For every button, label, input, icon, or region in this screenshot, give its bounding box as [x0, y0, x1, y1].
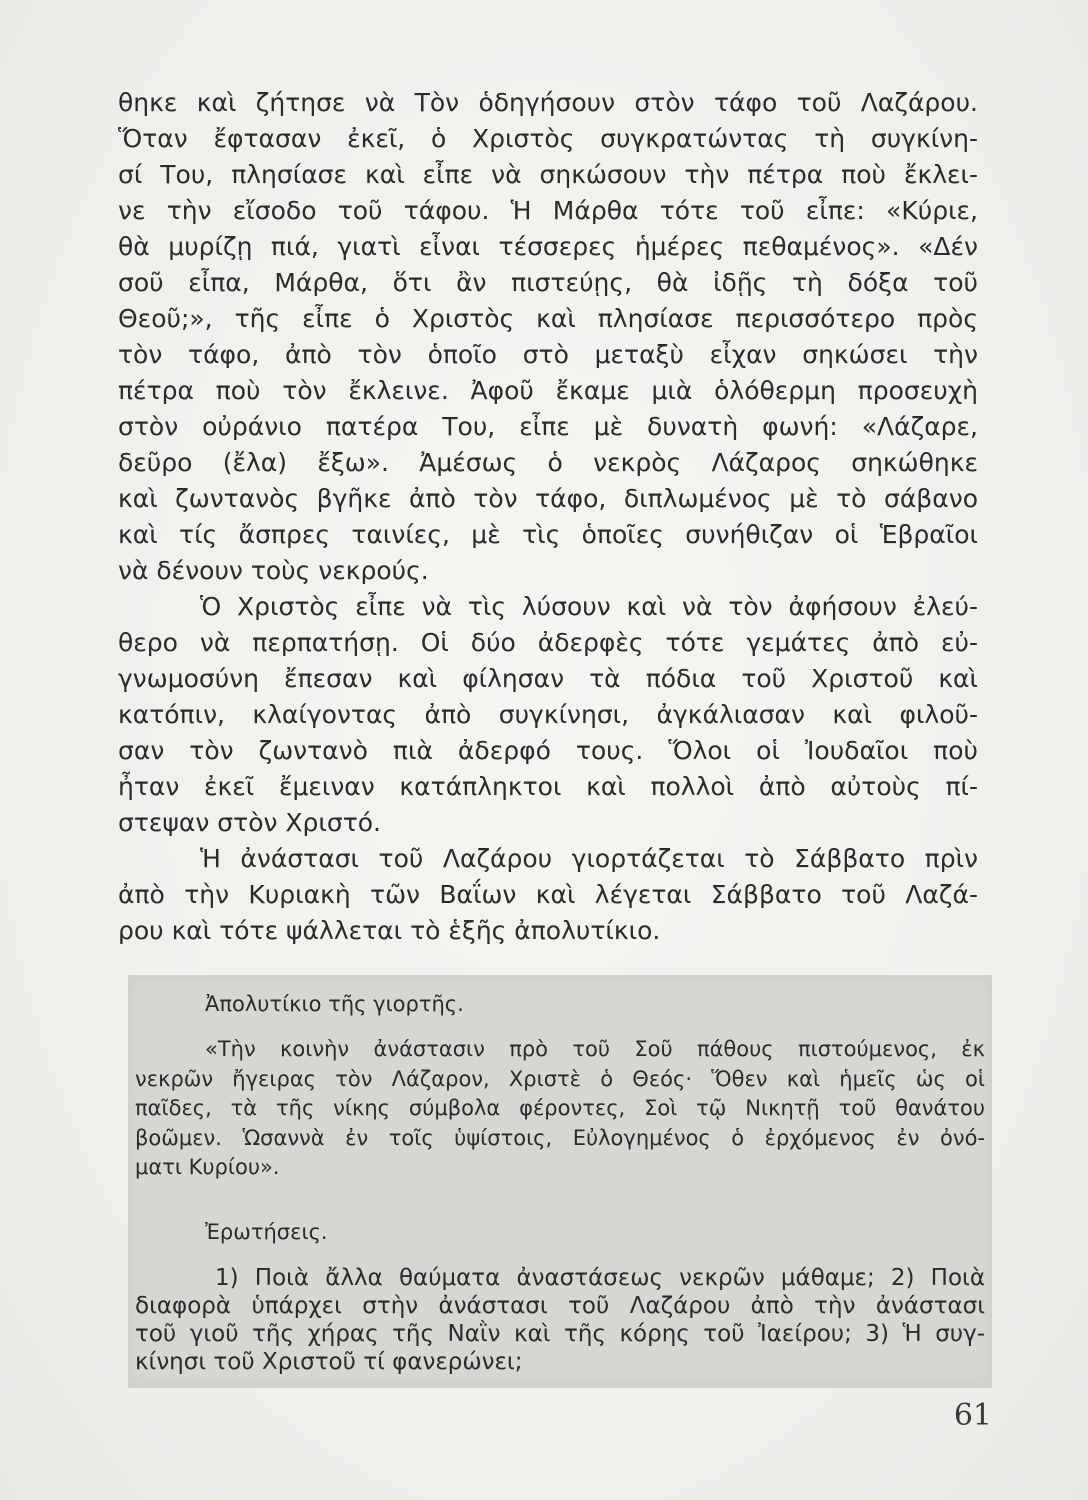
text-line: Ὁ Χριστὸς εἶπε νὰ τὶς λύσουν καὶ νὰ τὸν ἀφήσουν ἐλεύ- [200, 592, 978, 621]
question-line: διαφορὰ ὑπάρχει στὴν ἀνάστασι τοῦ Λαζάρου ἀπὸ τὴν ἀνάστασι [135, 1293, 985, 1319]
questions-text [135, 1264, 985, 1376]
hymn-line: νεκρῶν ἤγειρας τὸν Λάζαρον, Χριστὲ ὁ Θεός· Ὅθεν καὶ ἡμεῖς ὡς οἱ [135, 1066, 985, 1091]
text-line: στεψαν στὸν Χριστό. [118, 808, 381, 837]
main-text [118, 85, 978, 949]
text-line: Ὅταν ἔφτασαν ἐκεῖ, ὁ Χριστὸς συγκρατώντας τὴ συγκίνη- [118, 124, 978, 153]
page-number: 61 [953, 1398, 992, 1433]
hymn-text [135, 1035, 985, 1183]
text-line: ἦταν ἐκεῖ ἔμειναν κατάπληκτοι καὶ πολλοὶ ἀπὸ αὐτοὺς πί- [118, 772, 978, 801]
text-line: καὶ τίς ἄσπρες ταινίες, μὲ τὶς ὁποῖες συνήθιζαν οἱ Ἑβραῖοι [118, 520, 978, 549]
text-line: στὸν οὐράνιο πατέρα Του, εἶπε μὲ δυνατὴ φωνή: «Λάζαρε, [118, 412, 978, 441]
text-line: καὶ ζωντανὸς βγῆκε ἀπὸ τὸν τάφο, διπλωμένος μὲ τὸ σάβανο [118, 484, 978, 513]
text-line: πέτρα ποὺ τὸν ἔκλεινε. Ἀφοῦ ἔκαμε μιὰ ὁλόθερμη προσευχὴ [118, 376, 978, 405]
paragraph-1 [118, 85, 978, 589]
text-line: σί Του, πλησίασε καὶ εἶπε νὰ σηκώσουν τὴν πέτρα ποὺ ἔκλει- [118, 160, 978, 189]
paragraph-2 [118, 589, 978, 841]
text-line: σαν τὸν ζωντανὸ πιὰ ἀδερφό τους. Ὅλοι οἱ Ἰουδαῖοι ποὺ [118, 736, 978, 765]
questions-heading: Ἐρωτήσεις. [205, 1220, 328, 1244]
hymn-line: παῖδες, τὰ τῆς νίκης σύμβολα φέροντες, Σοὶ τῷ Νικητῇ τοῦ θανάτου [135, 1096, 985, 1120]
text-line: θὰ μυρίζῃ πιά, γιατὶ εἶναι τέσσερες ἡμέρες πεθαμένος». «Δέν [118, 232, 978, 261]
hymn-line: «Τὴν κοινὴν ἀνάστασιν πρὸ τοῦ Σοῦ πάθους πιστούμενος, ἐκ [205, 1037, 985, 1061]
question-line: 1) Ποιὰ ἄλλα θαύματα ἀναστάσεως νεκρῶν μάθαμε; 2) Ποιὰ [215, 1265, 985, 1291]
apolytikio-heading: Ἀπολυτίκιο τῆς γιορτῆς. [205, 992, 464, 1016]
text-line: νὰ δένουν τοὺς νεκρούς. [118, 556, 429, 585]
text-line: Ἡ ἀνάστασι τοῦ Λαζάρου γιορτάζεται τὸ Σάββατο πρὶν [200, 844, 978, 873]
text-line: ἀπὸ τὴν Κυριακὴ τῶν Βαΐων καὶ λέγεται Σάββατο τοῦ Λαζά- [118, 880, 978, 909]
text-line: γνωμοσύνη ἔπεσαν καὶ φίλησαν τὰ πόδια τοῦ Χριστοῦ καὶ [118, 664, 978, 693]
paragraph-3 [118, 841, 978, 949]
text-line: ρου καὶ τότε ψάλλεται τὸ ἑξῆς ἀπολυτίκιο. [118, 916, 661, 945]
text-line: νε τὴν εἴσοδο τοῦ τάφου. Ἡ Μάρθα τότε τοῦ εἶπε: «Κύριε, [118, 196, 978, 225]
text-line: τὸν τάφο, ἀπὸ τὸν ὁποῖο στὸ μεταξὺ εἶχαν σηκώσει τὴν [118, 340, 978, 369]
question-line: τοῦ γιοῦ τῆς χήρας τῆς Ναῒν καὶ τῆς κόρης τοῦ Ἰαείρου; 3) Ἡ συγ- [135, 1321, 985, 1347]
text-line: Θεοῦ;», τῆς εἶπε ὁ Χριστὸς καὶ πλησίασε περισσότερο πρὸς [118, 304, 978, 333]
hymn-line: βοῶμεν. Ὡσαννὰ ἐν τοῖς ὑψίστοις, Εὐλογημένος ὁ ἐρχόμενος ἐν ὀνό- [135, 1125, 985, 1150]
text-line: θηκε καὶ ζήτησε νὰ Τὸν ὁδηγήσουν στὸν τάφο τοῦ Λαζάρου. [118, 88, 978, 117]
hymn-line: ματι Κυρίου». [135, 1155, 280, 1179]
text-line: δεῦρο (ἔλα) ἔξω». Ἀμέσως ὁ νεκρὸς Λάζαρος σηκώθηκε [118, 448, 978, 477]
text-line: κατόπιν, κλαίγοντας ἀπὸ συγκίνησι, ἀγκάλιασαν καὶ φιλοῦ- [118, 700, 978, 729]
apolytikio-box [128, 975, 992, 1388]
text-line: θερο νὰ περπατήσῃ. Οἱ δύο ἀδερφὲς τότε γεμάτες ἀπὸ εὐ- [118, 628, 978, 657]
text-line: σοῦ εἶπα, Μάρθα, ὅτι ἂν πιστεύῃς, θὰ ἰδῇς τὴ δόξα τοῦ [118, 268, 978, 297]
question-line: κίνησι τοῦ Χριστοῦ τί φανερώνει; [135, 1349, 523, 1375]
